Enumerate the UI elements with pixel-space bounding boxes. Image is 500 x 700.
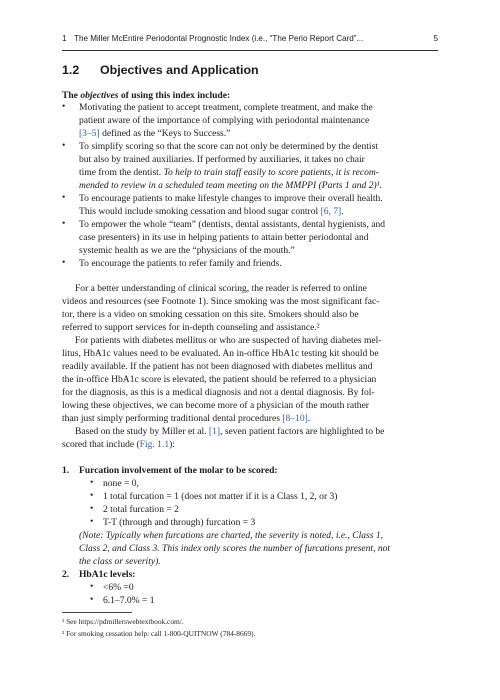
para-1-line-3: tor, there is a video on smoking cessation on this site. Smokers should also be	[62, 309, 359, 320]
page-number: 5	[433, 34, 438, 43]
factor-1-note-line-2: Class 2, and Class 3. This index only scores the number of furcations present, not	[79, 543, 391, 554]
bullet-dot: •	[90, 517, 94, 527]
factor-1-item-1: none = 0,	[103, 478, 139, 489]
factor-1-note-line-3: the class or severity).	[79, 556, 161, 567]
factor-2-item-2: 6.1–7.0% = 1	[103, 595, 155, 606]
para-2-line-1: For patients with diabetes mellitus or who are suspected of having diabetes mel-	[75, 335, 382, 346]
running-header	[62, 34, 438, 48]
factor-2-item-1: <6% =0	[103, 582, 134, 593]
chapter-number: 1	[62, 34, 67, 43]
bullet-1-line-3: [3–5] defined as the “Keys to Success.”	[79, 128, 231, 139]
factor-1-item-4: T-T (through and through) furcation = 3	[103, 517, 256, 528]
para-3-line-1: Based on the study by Miller et al. [1], seven patient factors are highlighted to be	[75, 426, 385, 437]
emphasis-objectives: objectives	[80, 90, 119, 101]
bullet-dot: •	[62, 193, 66, 203]
reference-link[interactable]: [1]	[208, 426, 221, 437]
section-title: Objectives and Application	[100, 63, 259, 77]
bullet-2-line-4: mended to review in a scheduled team meeting on the MMPPI (Parts 1 and 2)¹.	[79, 180, 382, 191]
reference-link[interactable]: [3–5]	[79, 128, 100, 139]
reference-link[interactable]: Fig. 1.1	[139, 439, 170, 450]
factor-2-title: HbA1c levels:	[79, 569, 136, 580]
footnote-rule	[62, 612, 132, 613]
bullet-4-line-1: To empower the whole “team” (dentists, dental assistants, dental hygienists, and	[79, 219, 386, 230]
para-2-line-6: lowing these objectives, we can become more of a physician of the mouth rather	[62, 400, 369, 411]
para-1-line-2: videos and resources (see Footnote 1). Since smoking was the most significant fac-	[62, 296, 380, 307]
section-number: 1.2	[62, 63, 80, 77]
factor-2-number: 2.	[62, 569, 70, 580]
bullet-3-line-2: This would include smoking cessation and blood sugar control [6, 7].	[79, 206, 344, 217]
factor-1-item-2: 1 total furcation = 1 (does not matter if it is a Class 1, 2, or 3)	[103, 491, 338, 502]
bullet-4-line-2: case presenters) in its use in helping patients to attain better periodontal and	[79, 232, 369, 243]
bullet-2-line-2: but also by trained auxiliaries. If performed by auxiliaries, it takes no chair	[79, 154, 365, 165]
bullet-dot: •	[62, 219, 66, 229]
bullet-4-line-3: systemic health as we are the “physicians of the mouth.”	[79, 245, 295, 256]
para-2-line-3: readily available. If the patient has not been diagnosed with diabetes mellitus and	[62, 361, 373, 372]
reference-link[interactable]: [6, 7]	[320, 206, 342, 217]
bullet-1-line-1: Motivating the patient to accept treatment, complete treatment, and make the	[79, 102, 373, 113]
para-2-line-7: than just simply performing traditional dental procedures [8–10].	[62, 413, 311, 424]
para-3-line-2: scored that include (Fig. 1.1):	[62, 439, 175, 450]
emphasis-train-staff: To help to train staff easily to score patients, it is recom-	[163, 167, 379, 178]
reference-link[interactable]: [8–10]	[282, 413, 308, 424]
factor-1-title: Furcation involvement of the molar to be scored:	[79, 465, 278, 476]
objectives-intro: The objectives of using this index include:	[62, 90, 231, 101]
bullet-dot: •	[62, 141, 66, 151]
para-2-line-4: the in-office HbA1c score is elevated, the patient should be referred to a physician	[62, 374, 377, 385]
bullet-2-line-3: time from the dentist. To help to train staff easily to score patients, it is recom-	[79, 167, 379, 178]
para-1-line-1: For a better understanding of clinical scoring, the reader is referred to online	[75, 283, 367, 294]
bullet-1-line-2: patient aware of the importance of complying with periodontal maintenance	[79, 115, 370, 126]
bullet-2-line-1: To simplify scoring so that the score can not only be determined by the dentist	[79, 141, 378, 152]
header-rule	[62, 50, 438, 51]
bullet-dot: •	[90, 491, 94, 501]
para-1-line-4: referred to support services for in-depth counseling and assistance.²	[62, 322, 320, 333]
bullet-5-line-1: To encourage the patients to refer family and friends.	[79, 258, 282, 269]
factor-1-item-3: 2 total furcation = 2	[103, 504, 179, 515]
bullet-dot: •	[90, 595, 94, 605]
bullet-dot: •	[62, 258, 66, 268]
bullet-3-line-1: To encourage patients to make lifestyle changes to improve their overall health.	[79, 193, 383, 204]
footnote-2: ² For smoking cessation help: call 1-800-QUITNOW (784-8669).	[62, 629, 256, 638]
bullet-dot: •	[90, 504, 94, 514]
bullet-dot: •	[62, 102, 66, 112]
running-title: The Miller McEntire Periodontal Prognostic Index (i.e., “The Perio Report Card”...	[74, 34, 364, 43]
bullet-dot: •	[90, 478, 94, 488]
para-2-line-5: for the diagnosis, as this is a medical diagnosis and not a dental diagnosis. By fol-	[62, 387, 375, 398]
bullet-dot: •	[90, 582, 94, 592]
factor-1-note-line-1: (Note: Typically when furcations are charted, the severity is noted, i.e., Class 1,	[79, 530, 384, 541]
para-2-line-2: litus, HbA1c values need to be evaluated. An in-office HbA1c testing kit should be	[62, 348, 379, 359]
footnote-1: ¹ See https://pdmillerswebtextbook.com/.	[62, 617, 184, 626]
factor-1-number: 1.	[62, 465, 70, 476]
